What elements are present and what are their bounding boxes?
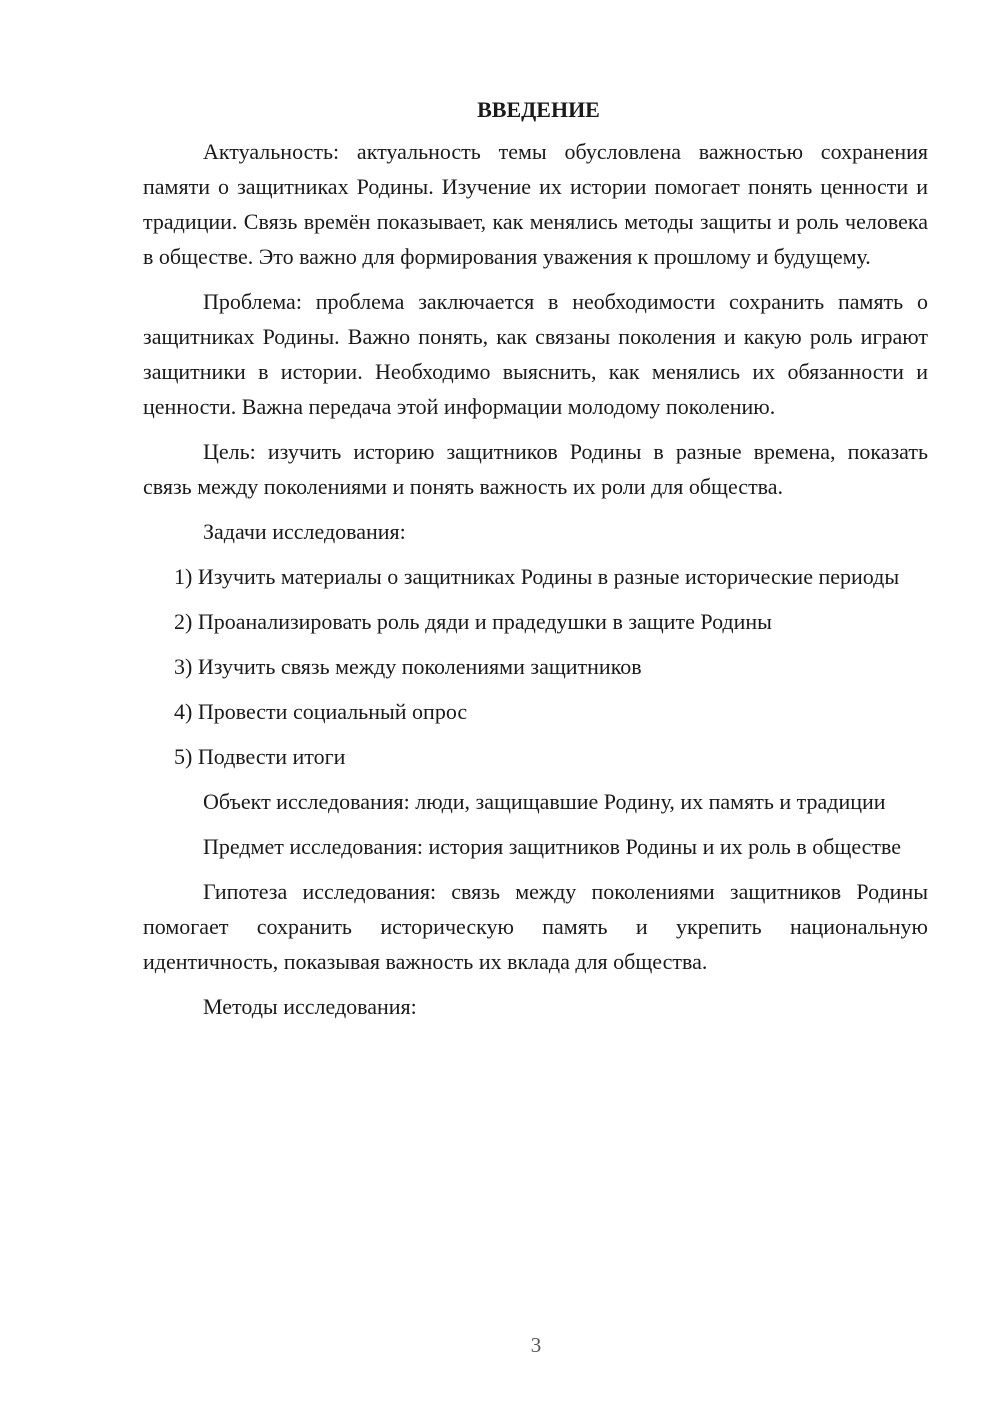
section-title: ВВЕДЕНИЕ bbox=[477, 97, 600, 122]
task-item-5: 5) Подвести итоги bbox=[174, 744, 346, 769]
task-item-2: 2) Проанализировать роль дяди и прадедушки в защите Родины bbox=[174, 609, 772, 634]
methods-heading: Методы исследования: bbox=[203, 994, 417, 1019]
paragraph-goal: Цель: изучить историю защитников Родины в разные времена, показать связь между поколениями и понять важность их роли для общества. bbox=[143, 439, 928, 499]
tasks-heading: Задачи исследования: bbox=[203, 519, 406, 544]
paragraph-subject: Предмет исследования: история защитников Родины и их роль в обществе bbox=[203, 834, 902, 859]
task-item-4: 4) Провести социальный опрос bbox=[174, 699, 468, 724]
page-content bbox=[143, 92, 928, 1034]
paragraph-object: Объект исследования: люди, защищавшие Родину, их память и традиции bbox=[203, 789, 886, 814]
page-number: 3 bbox=[530, 1333, 542, 1357]
paragraph-hypothesis: Гипотеза исследования: связь между поколениями защитников Родины помогает сохранить историческую память и укрепить национальную идентичность, показывая важность их вклада для общества. bbox=[143, 879, 928, 974]
paragraph-relevance: Актуальность: актуальность темы обусловлена важностью сохранения памяти о защитниках Родины. Изучение их истории помогает понять ценности и традиции. Связь времён показывает, как менялись методы защиты и роль человека в обществе. Это важно для формирования уважения к прошлому и будущему. bbox=[143, 139, 928, 269]
paragraph-problem: Проблема: проблема заключается в необходимости сохранить память о защитниках Родины. Важно понять, как связаны поколения и какую роль играют защитники в истории. Необходимо выяснить, как менялись их обязанности и ценности. Важна передача этой информации молодому поколению. bbox=[143, 289, 928, 419]
task-item-3: 3) Изучить связь между поколениями защитников bbox=[174, 654, 642, 679]
task-item-1: 1) Изучить материалы о защитниках Родины в разные исторические периоды bbox=[174, 564, 900, 589]
